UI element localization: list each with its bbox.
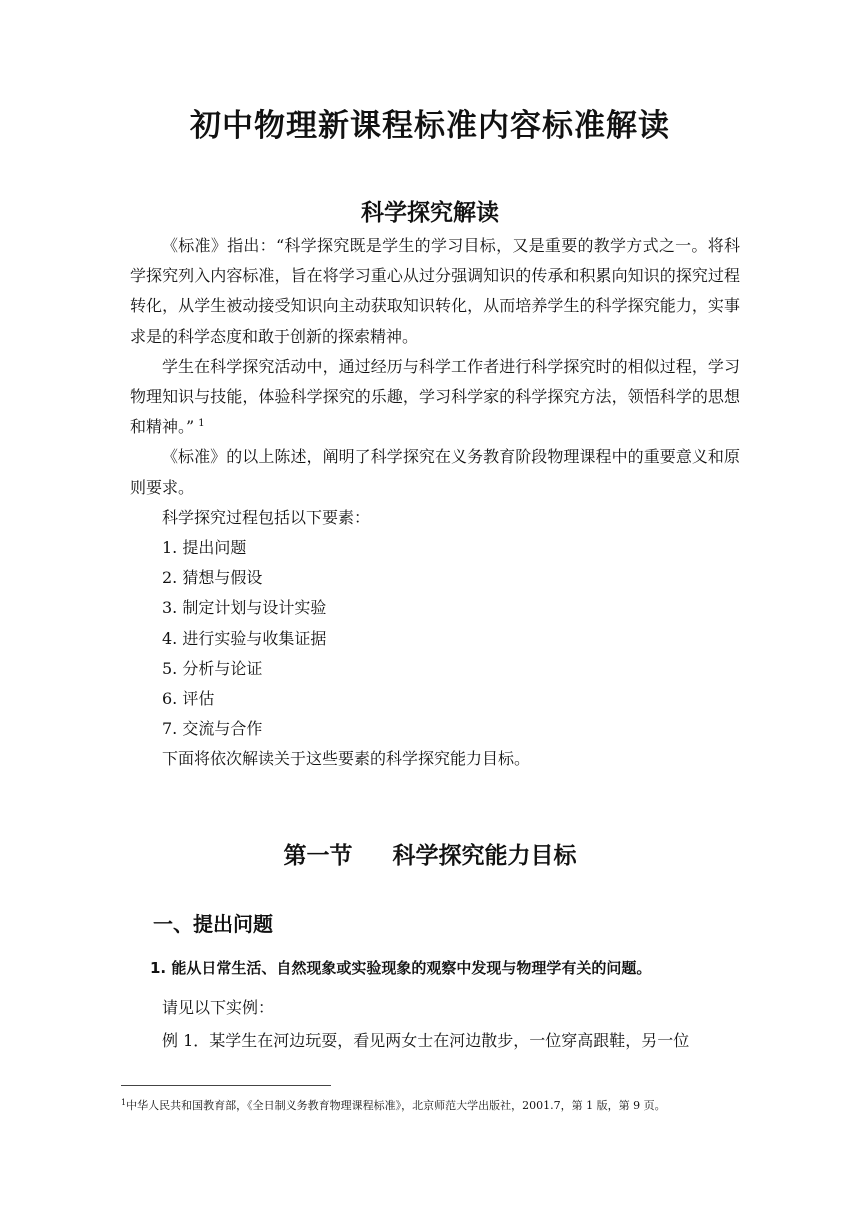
list-item: 6. 评估 (162, 689, 215, 709)
list-item: 3. 制定计划与设计实验 (162, 598, 327, 618)
elements-outro: 下面将依次解读关于这些要素的科学探究能力目标。 (162, 749, 531, 769)
paragraph-1: 《标准》指出：“科学探究既是学生的学习目标，又是重要的教学方式之一。将科学探究列入内容标准，旨在将学习重心从过分强调知识的传承和积累向知识的探究过程转化，从学生被动接受知识向主动获取知识转化，从而培养学生的科学探究能力，实事求是的科学态度和敢于创新的探索精神。 (130, 236, 740, 346)
footnote-reference[interactable]: 1 (198, 418, 205, 430)
list-item: 1. 提出问题 (162, 538, 247, 558)
chapter-title: 第一节 科学探究能力目标 (283, 843, 577, 869)
list-item: 7. 交流与合作 (162, 719, 263, 739)
footnote (121, 1096, 666, 1116)
document-title: 初中物理新课程标准内容标准解读 (190, 108, 670, 144)
section-title: 科学探究解读 (361, 200, 499, 226)
section-body (130, 231, 740, 775)
footnote-divider (121, 1085, 331, 1086)
list-item: 4. 进行实验与收集证据 (162, 628, 327, 648)
example-1: 例 1．某学生在河边玩耍，看见两女士在河边散步，一位穿高跟鞋，另一位 (162, 1031, 690, 1050)
footnote-marker: 1 (121, 1098, 127, 1107)
footnote-text: 中华人民共和国教育部，《全日制义务教育物理课程标准》，北京师范大学出版社，2001.7，第 1 版，第 9 页。 (126, 1099, 666, 1112)
paragraph-3: 《标准》的以上陈述，阐明了科学探究在义务教育阶段物理课程中的重要意义和原则要求。 (130, 447, 740, 497)
paragraph-2-text: 学生在科学探究活动中，通过经历与科学工作者进行科学探究时的相似过程，学习物理知识与技能，体验科学探究的乐趣，学习科学家的科学探究方法，领悟科学的思想和精神。” (130, 356, 740, 437)
list-item: 2. 猜想与假设 (162, 568, 263, 588)
list-item: 5. 分析与论证 (162, 658, 263, 678)
subsection-title: 一、提出问题 (153, 912, 273, 936)
examples-intro: 请见以下实例： (162, 998, 275, 1017)
bold-requirement: 1. 能从日常生活、自然现象或实验现象的观察中发现与物理学有关的问题。 (150, 959, 652, 977)
elements-intro: 科学探究过程包括以下要素： (162, 507, 371, 527)
paragraph-2 (130, 352, 740, 443)
